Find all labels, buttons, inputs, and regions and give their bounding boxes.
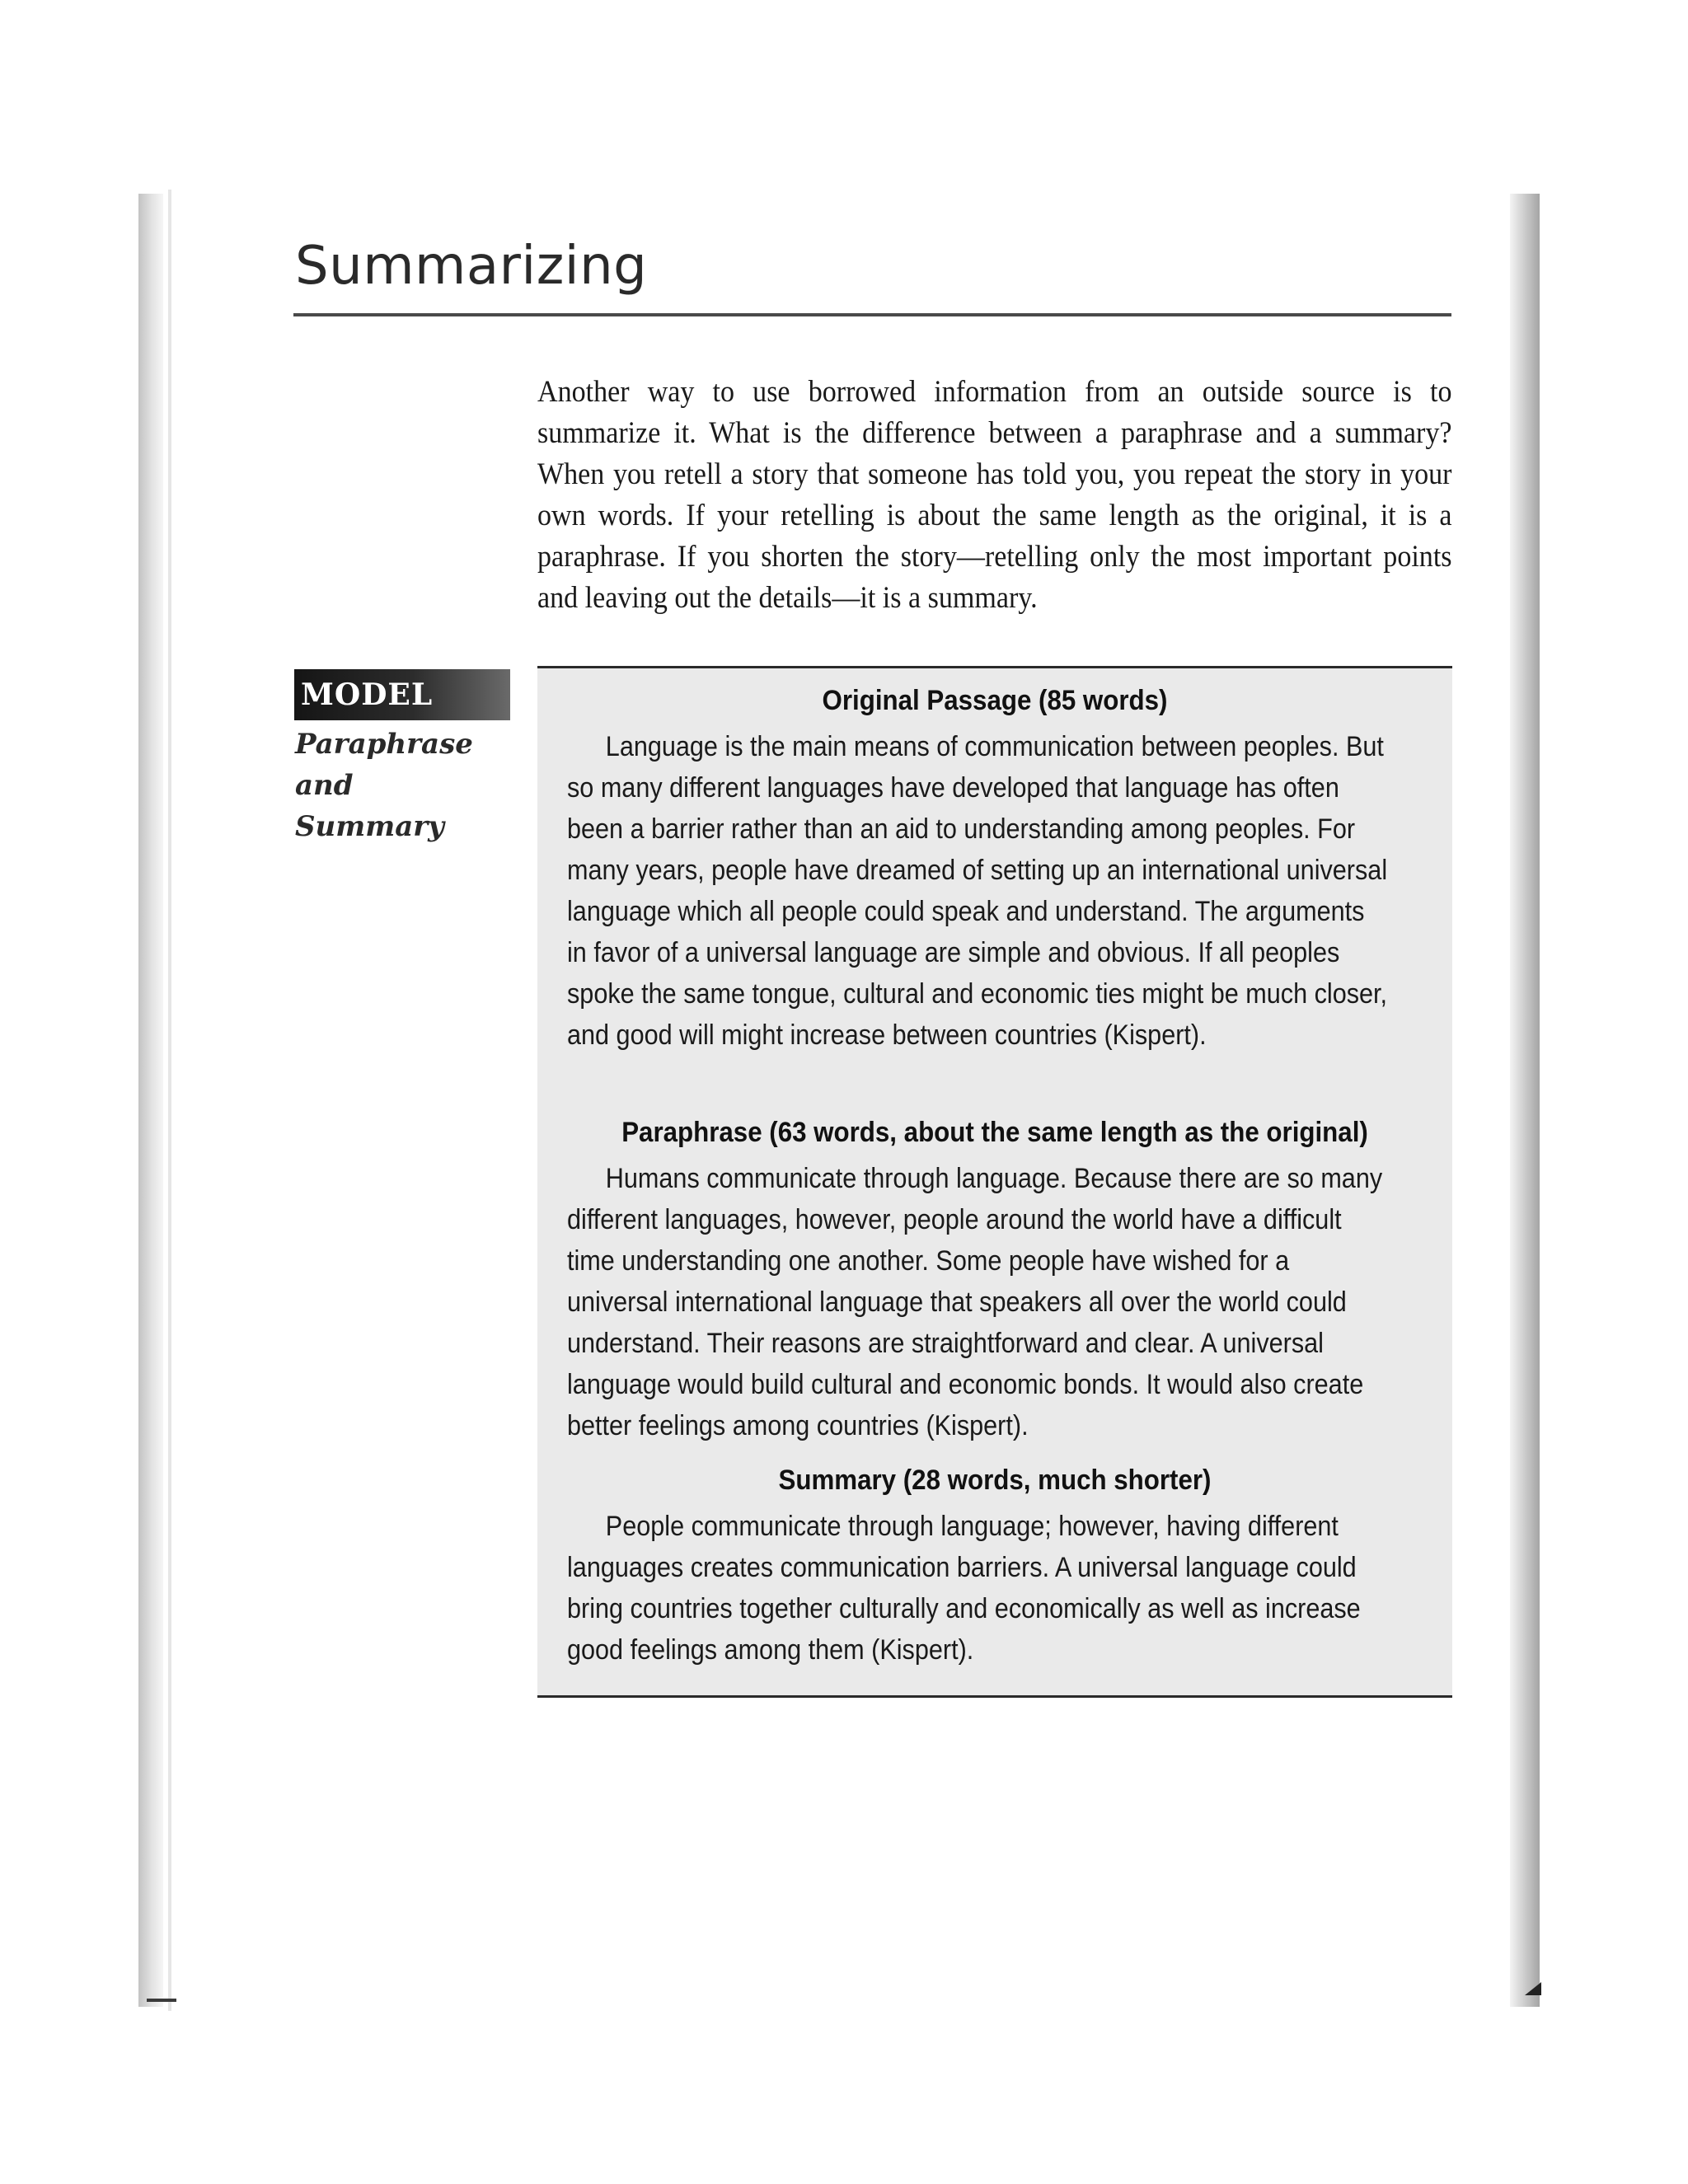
model-badge: MODEL (294, 669, 510, 720)
original-passage-title: Original Passage (85 words) (822, 685, 1168, 716)
scan-mark-bottom-right (1525, 1982, 1541, 1995)
page-edge-right (1510, 194, 1540, 2007)
model-box (537, 666, 1452, 1698)
model-caption: Paraphrase and Summary (295, 728, 473, 843)
paraphrase-text: Humans communicate through language. Because there are so many different languages, however, people around the world have a difficult time understanding one another. Some people have wished for a universal international language that speakers all over the world could understand. Their reasons are straightforward and clear. A universal language would build cultural and economic bonds. It would also create better feelings among countries (Kispert). (567, 1163, 1383, 1441)
scan-mark-bottom-left (147, 1999, 176, 2002)
summary-text: People communicate through language; however, having different languages creates communication barriers. A universal language could bring countries together culturally and economically as well as increase good feelings among them (Kispert). (567, 1511, 1361, 1666)
title-rule (293, 313, 1451, 316)
summary-title: Summary (28 words, much shorter) (778, 1465, 1212, 1496)
page-edge-left (138, 194, 163, 2007)
paraphrase-title: Paraphrase (63 words, about the same length as the original) (621, 1117, 1368, 1148)
intro-paragraph: Another way to use borrowed information from an outside source is to summarize it. What is the difference between a paraphrase and a summary? When you retell a story that someone has told you, you repeat the story in your own words. If your retelling is about the same length as the original, it is a paraphrase. If you shorten the story—retelling only the most important points and leaving out the details—it is a summary. (537, 375, 1452, 615)
page-title: Summarizing (295, 236, 648, 297)
original-passage-text: Language is the main means of communication between peoples. But so many different languages have developed that language has often been a barrier rather than an aid to understanding among peoples. For many years, people have dreamed of setting up an international universal language which all people could speak and understand. The arguments in favor of a universal language are simple and obvious. If all peoples spoke the same tongue, cultural and economic ties might be much closer, and good will might increase between countries (Kispert). (567, 731, 1388, 1051)
page-edge-left-line (168, 190, 171, 2011)
